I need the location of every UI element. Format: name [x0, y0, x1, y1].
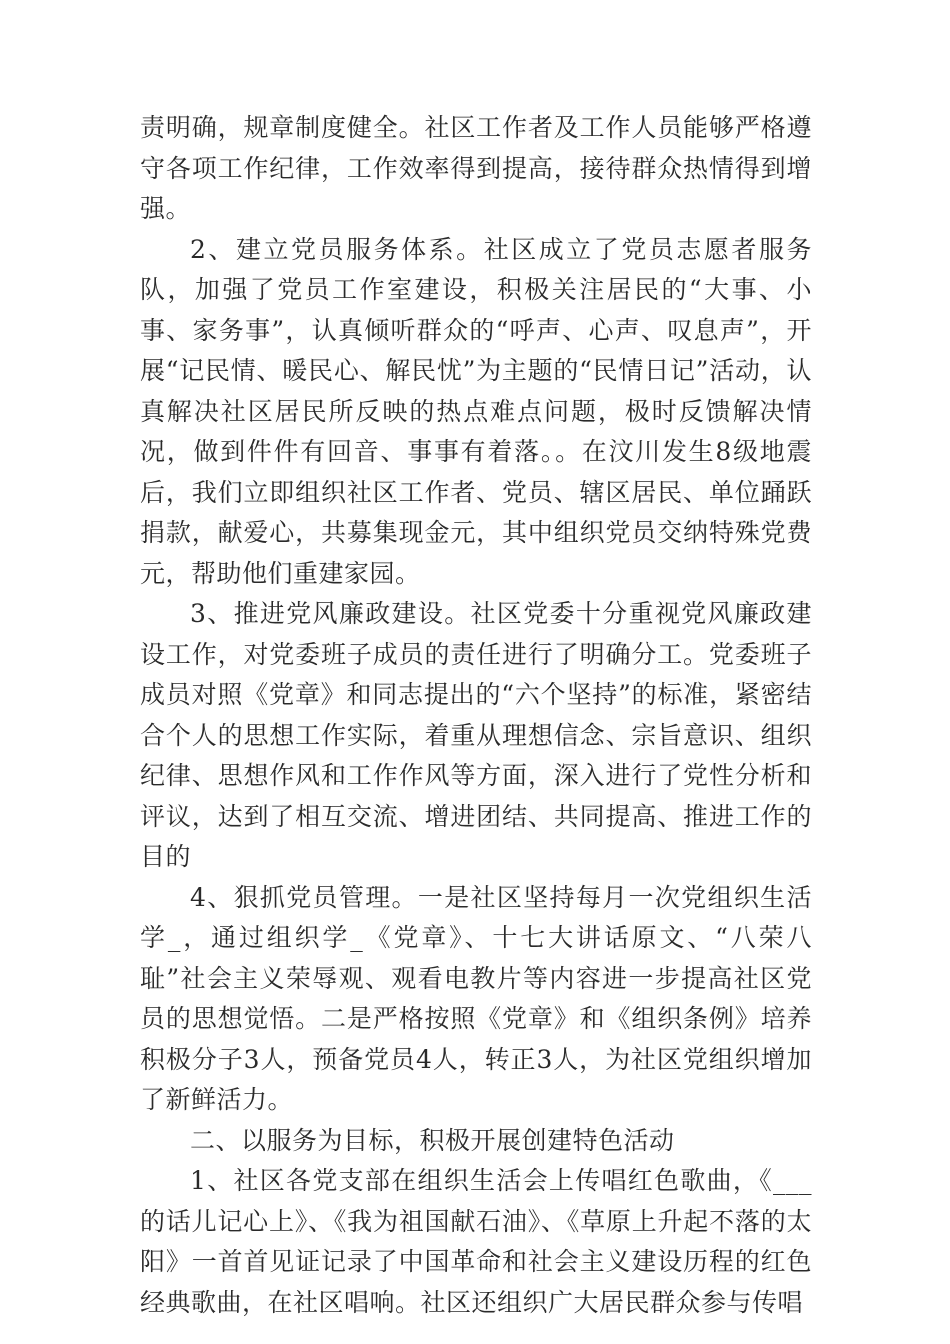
paragraph-continued: 责明确，规章制度健全。社区工作者及工作人员能够严格遵守各项工作纪律，工作效率得到提高，接待群众热情得到增强。	[140, 113, 812, 223]
paragraph-red-songs: 1、社区各党支部在组织生活会上传唱红色歌曲，《___的话儿记心上》、《我为祖国献石油》、《草原上升起不落的太阳》一首首见证记录了中国革命和社会主义建设历程的红色经典歌曲，在社区唱响。社区还组织广大居民群众参与传唱	[140, 1166, 812, 1317]
paragraph-party-service-system: 2、建立党员服务体系。社区成立了党员志愿者服务队，加强了党员工作室建设，积极关注居民的“大事、小事、家务事”，认真倾听群众的“呼声、心声、叹息声”，开展“记民情、暖民心、解民忧”为主题的“民情日记”活动，认真解决社区居民所反映的热点难点问题，极时反馈解决情况，做到件件有回音、事事有着落。。在汶川发生8级地震后，我们立即组织社区工作者、党员、辖区居民、单位踊跃捐款，献爱心，共募集现金元，其中组织党员交纳特殊党费元，帮助他们重建家园。	[140, 234, 812, 588]
paragraph-clean-governance: 3、推进党风廉政建设。社区党委十分重视党风廉政建设工作，对党委班子成员的责任进行了明确分工。党委班子成员对照《党章》和同志提出的“六个坚持”的标准，紧密结合个人的思想工作实际，着重从理想信念、宗旨意识、组织纪律、思想作风和工作作风等方面，深入进行了党性分析和评议，达到了相互交流、增进团结、共同提高、推进工作的目的	[140, 599, 812, 871]
document-body	[140, 108, 812, 1323]
section-heading: 二、以服务为目标，积极开展创建特色活动	[190, 1125, 675, 1155]
paragraph-member-management: 4、狠抓党员管理。一是社区坚持每月一次党组织生活学_，通过组织学_《党章》、十七大讲话原文、“八荣八耻”社会主义荣辱观、观看电教片等内容进一步提高社区党员的思想觉悟。二是严格按照《党章》和《组织条例》培养积极分子3人，预备党员4人，转正3人，为社区党组织增加了新鲜活力。	[140, 882, 812, 1114]
